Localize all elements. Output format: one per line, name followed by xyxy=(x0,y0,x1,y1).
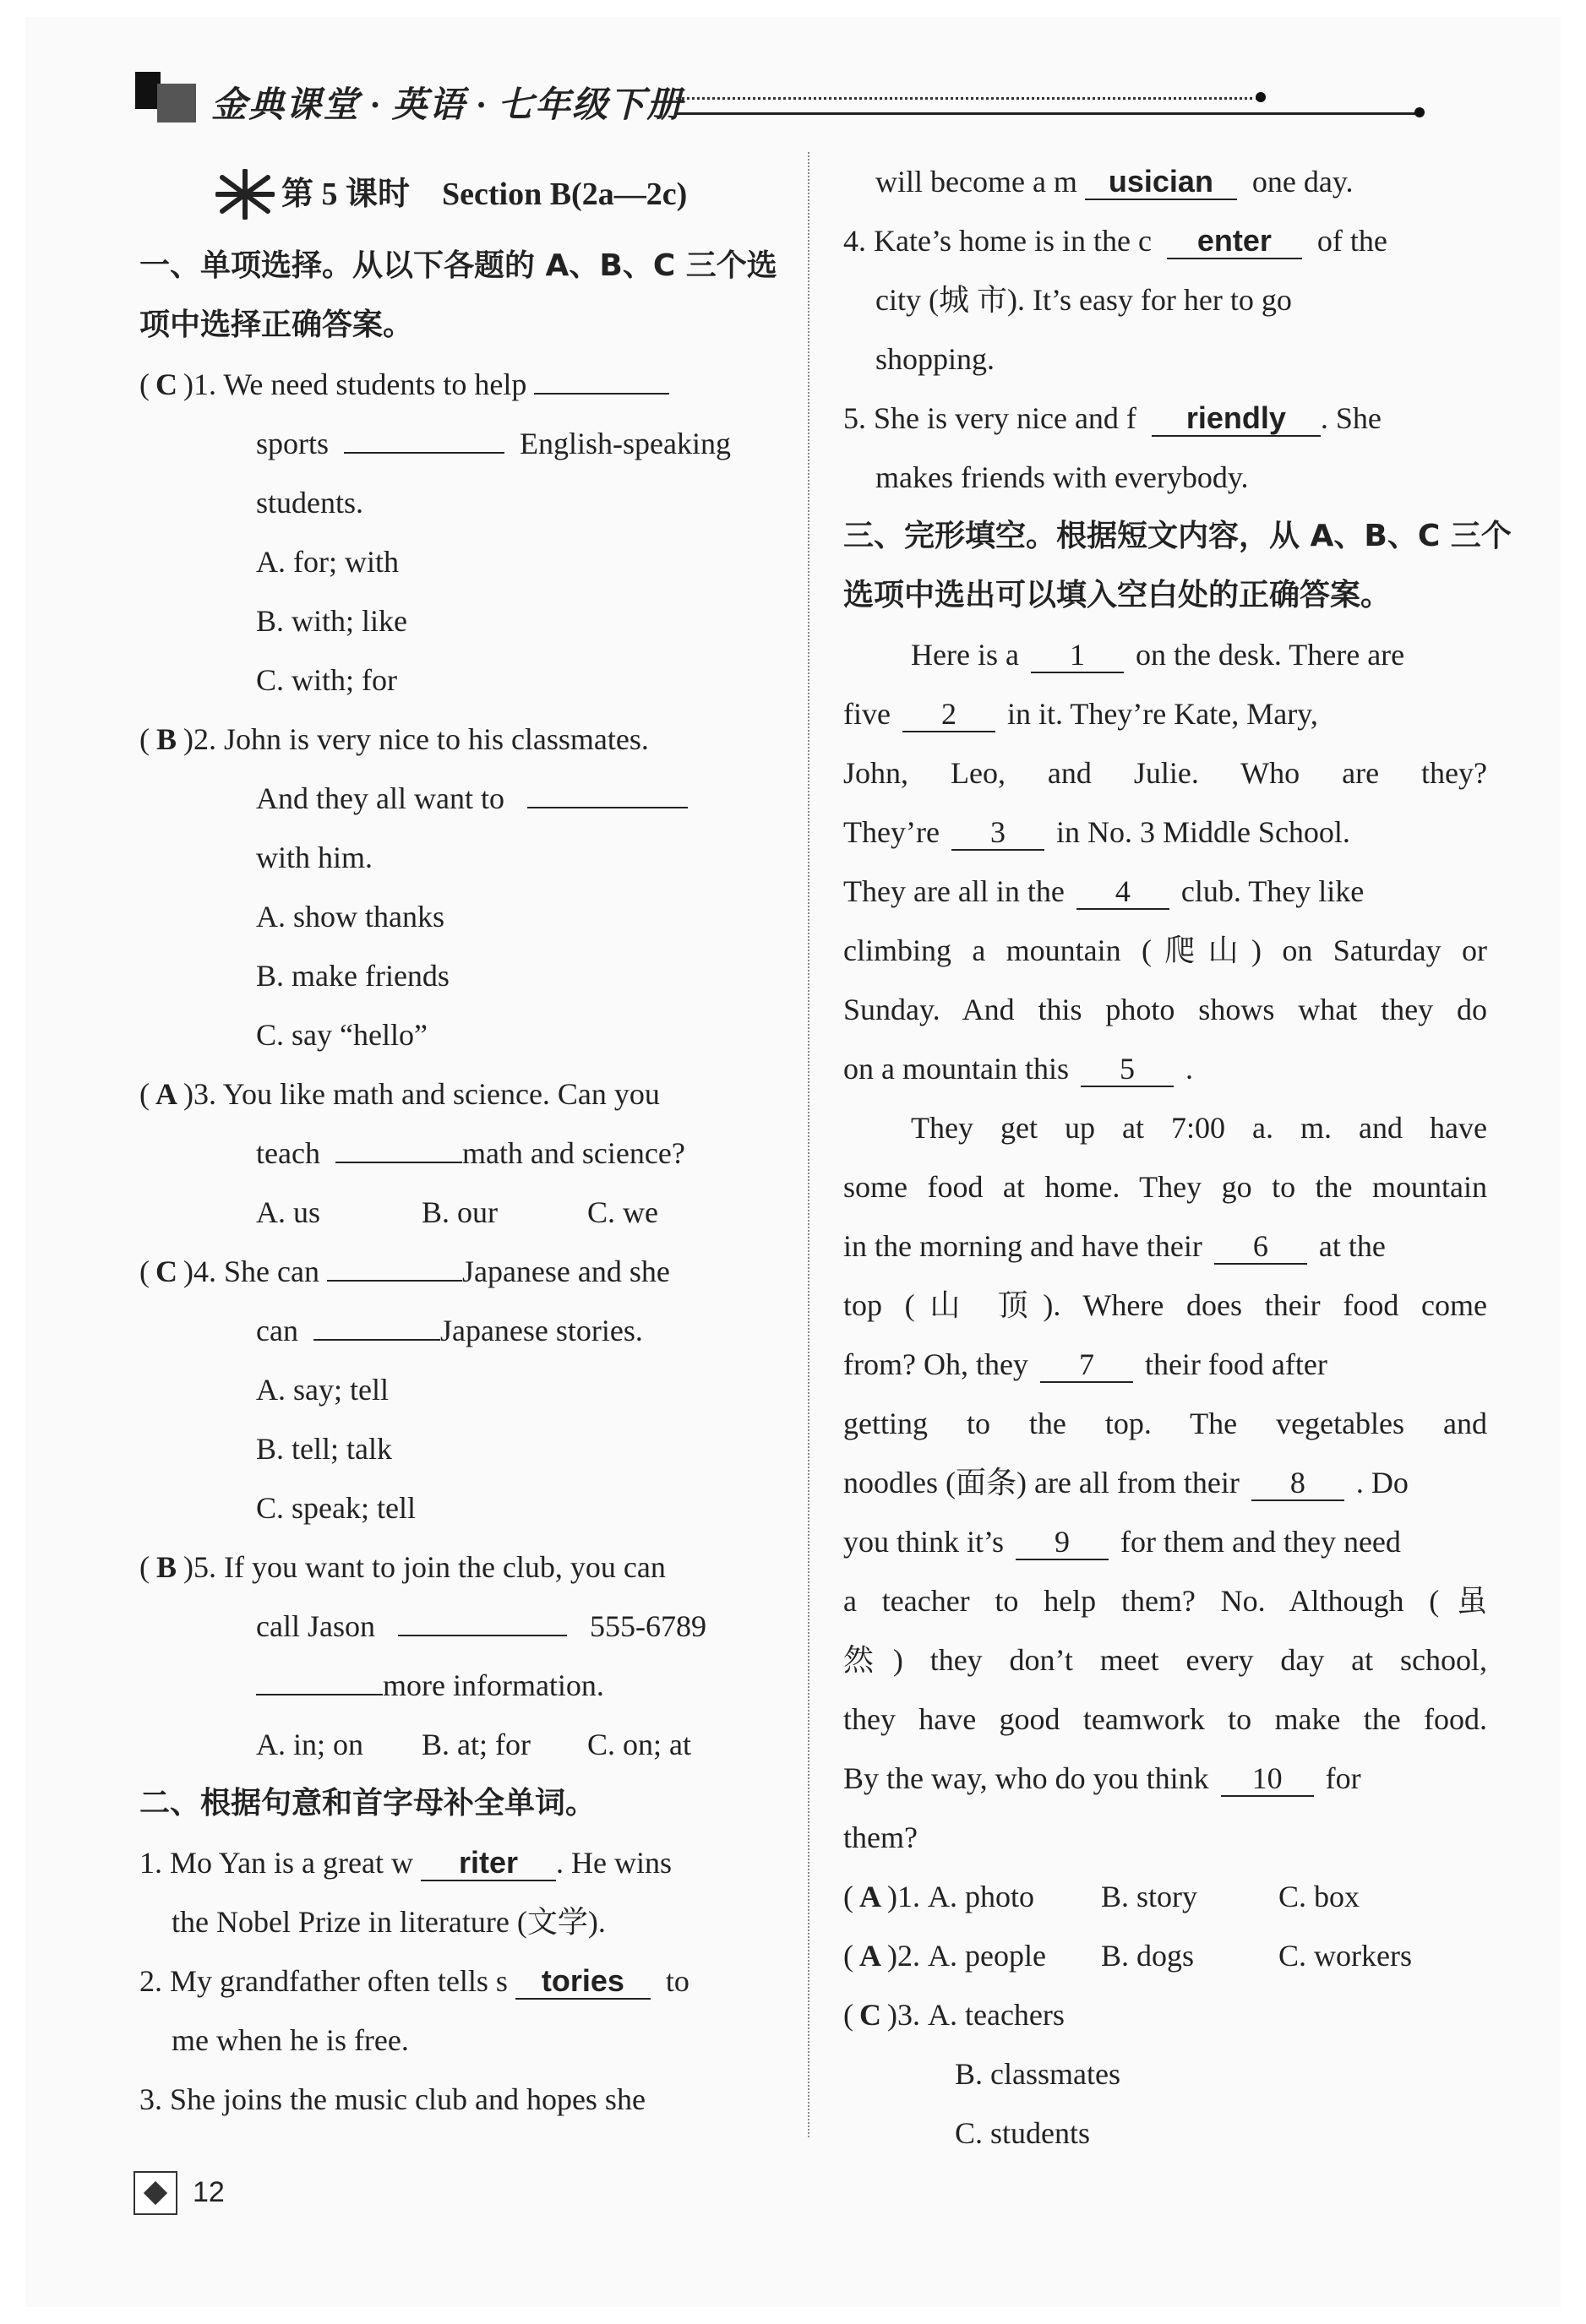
question-1-line2: sports English-speaking xyxy=(139,414,782,473)
answer-mark: A xyxy=(859,1939,881,1973)
question-1-line3: students. xyxy=(256,486,364,520)
filled-word: tories xyxy=(515,1964,651,2000)
answer-blank[interactable] xyxy=(256,1660,383,1695)
option-a: A. teachers xyxy=(928,1998,1065,2032)
passage-line: 然) they don’t meet every day at school, xyxy=(843,1643,1487,1677)
passage-line: They get up at 7:00 a. m. and have xyxy=(911,1111,1487,1145)
passage-line: some food at home. They go to the mountain xyxy=(843,1170,1487,1204)
option-b: B. our xyxy=(422,1195,498,1229)
option-c: C. with; for xyxy=(256,663,397,697)
passage-line: John, Leo, and Julie. Who are they? xyxy=(843,756,1487,790)
question-4-line2: can Japanese stories. xyxy=(139,1301,782,1360)
page-number: 12 xyxy=(193,2176,225,2208)
passage-line-with-blank: you think it’s 9 for them and they need xyxy=(843,1525,1401,1559)
section3-heading-line2: 选项中选出可以填入空白处的正确答案。 xyxy=(843,578,1392,612)
answer-blank[interactable] xyxy=(534,359,669,395)
section1-heading-line2: 项中选择正确答案。 xyxy=(139,308,414,342)
question-4: ( C )4. She can Japanese and she xyxy=(139,1242,782,1301)
passage-line: getting to the top. The vegetables and xyxy=(843,1407,1487,1440)
answer-mark: B xyxy=(155,722,177,756)
fill-question-5: 5. She is very nice and f riendly . She xyxy=(843,400,1382,435)
cloze-blank[interactable]: 7 xyxy=(1040,1347,1133,1383)
section1-heading-line1: 一、单项选择。从以下各题的 A、B、C 三个选 xyxy=(139,248,777,283)
question-3: ( A )3. You like math and science. Can you xyxy=(139,1064,782,1124)
question-5-options xyxy=(139,1715,782,1774)
column-divider xyxy=(808,152,809,2137)
question-5-line2: call Jason 555-6789 xyxy=(139,1597,782,1656)
answer-blank[interactable] xyxy=(344,418,504,454)
question-1: ( C )1. We need students to help xyxy=(139,355,782,414)
option-a: A. photo xyxy=(928,1880,1034,1913)
cloze-blank[interactable]: 9 xyxy=(1016,1525,1109,1560)
passage-paragraph-2 xyxy=(843,1098,1487,1867)
fill-question-1: 1. Mo Yan is a great w riter . He wins xyxy=(139,1845,672,1880)
question-2-line2: And they all want to xyxy=(139,769,782,828)
fill-question-5-line2: makes friends with everybody. xyxy=(875,460,1249,494)
passage-paragraph-1 xyxy=(843,625,1487,1098)
option-c: C. students xyxy=(955,2116,1091,2150)
fill-question-2: 2. My grandfather often tells s tories to xyxy=(139,1963,689,1998)
lesson-heading: 第 5 课时 Section B(2a—2c) xyxy=(281,177,688,212)
lesson-title xyxy=(139,152,782,237)
passage-line: them? xyxy=(843,1821,918,1854)
answer-mark: C xyxy=(859,1998,881,2032)
filled-word: riter xyxy=(421,1846,556,1881)
fill-question-4: 4. Kate’s home is in the c enter of the xyxy=(843,223,1387,258)
header-dot xyxy=(1414,107,1425,117)
question-3-options xyxy=(139,1183,782,1242)
passage-line-with-blank: from? Oh, they 7 their food after xyxy=(843,1347,1327,1381)
page-badge xyxy=(134,2171,177,2215)
fill-question-4-line3: shopping. xyxy=(875,342,995,376)
header-dotted-rule xyxy=(676,97,1259,100)
passage-line-with-blank: They are all in the 4 club. They like xyxy=(843,874,1365,908)
answer-mark: A xyxy=(859,1880,881,1913)
header-logo-block-gray xyxy=(157,84,196,122)
option-a: A. show thanks xyxy=(256,900,444,933)
cloze-blank[interactable]: 2 xyxy=(902,697,995,732)
answer-blank[interactable] xyxy=(327,1246,462,1282)
answer-blank[interactable] xyxy=(398,1601,567,1636)
option-a: A. us xyxy=(256,1195,321,1229)
option-b: B. make friends xyxy=(256,959,450,993)
cloze-blank[interactable]: 1 xyxy=(1031,638,1124,673)
option-a: A. for; with xyxy=(256,545,399,579)
fill-question-3-line2: will become a m usician one day. xyxy=(875,164,1354,199)
question-5: ( B )5. If you want to join the club, you can xyxy=(139,1538,782,1597)
star-burst-icon xyxy=(215,169,275,220)
header-solid-rule xyxy=(676,112,1420,115)
cloze-question-1: ( A )1. A. photo B. story C. box xyxy=(843,1867,1487,1926)
answer-blank[interactable] xyxy=(313,1305,440,1341)
passage-line-with-blank: noodles (面条) are all from their 8 . Do xyxy=(843,1466,1409,1499)
question-3-line2: teach math and science? xyxy=(139,1124,782,1183)
option-b: B. classmates xyxy=(955,2057,1120,2091)
cloze-blank[interactable]: 3 xyxy=(951,815,1044,851)
fill-question-3: 3. She joins the music club and hopes she xyxy=(139,2082,646,2116)
header-dot xyxy=(1256,92,1266,102)
passage-line-with-blank: five 2 in it. They’re Kate, Mary, xyxy=(843,697,1318,731)
cloze-blank[interactable]: 5 xyxy=(1081,1052,1174,1087)
cloze-blank[interactable]: 4 xyxy=(1076,874,1169,910)
option-a: A. say; tell xyxy=(256,1373,389,1407)
filled-word: enter xyxy=(1167,224,1302,259)
fill-question-4-line2: city (城 市). It’s easy for her to go xyxy=(875,283,1292,317)
cloze-blank[interactable]: 8 xyxy=(1251,1466,1344,1501)
passage-line: climbing a mountain (爬山) on Saturday or xyxy=(843,933,1487,967)
cloze-answers xyxy=(843,1867,1487,2163)
section3-heading-line1: 三、完形填空。根据短文内容，从 A、B、C 三个 xyxy=(843,519,1512,553)
option-b: B. tell; talk xyxy=(256,1432,392,1466)
passage-line-with-blank: They’re 3 in No. 3 Middle School. xyxy=(843,815,1350,849)
section2-heading: 二、根据句意和首字母补全单词。 xyxy=(139,1786,597,1821)
fill-question-1-line2: the Nobel Prize in literature (文学). xyxy=(172,1905,606,1939)
answer-mark: C xyxy=(155,367,177,401)
question-2-line3: with him. xyxy=(256,841,373,874)
option-a: A. people xyxy=(928,1939,1046,1973)
option-c: C. we xyxy=(587,1195,658,1229)
question-5-line3: more information. xyxy=(139,1656,782,1715)
fill-question-2-line2: me when he is free. xyxy=(172,2023,409,2057)
answer-mark: B xyxy=(155,1550,177,1584)
passage-line-with-blank: Here is a 1 on the desk. There are xyxy=(911,638,1405,672)
option-c: C. on; at xyxy=(587,1728,691,1761)
passage-line-with-blank: By the way, who do you think 10 for xyxy=(843,1761,1361,1795)
answer-blank[interactable] xyxy=(527,773,688,808)
running-header xyxy=(135,72,1420,131)
option-b: B. with; like xyxy=(256,604,407,638)
passage-line-with-blank: on a mountain this 5 . xyxy=(843,1052,1193,1086)
option-c: C. speak; tell xyxy=(256,1491,416,1525)
option-a: A. in; on xyxy=(256,1728,364,1761)
cloze-blank[interactable]: 6 xyxy=(1214,1229,1307,1265)
question-2: ( B )2. John is very nice to his classmates. xyxy=(139,710,782,769)
cloze-question-2: ( A )2. A. people B. dogs C. workers xyxy=(843,1926,1487,1985)
right-column xyxy=(843,152,1512,2163)
passage-line: a teacher to help them? No. Although (虽 xyxy=(843,1584,1487,1618)
book-title: 金典课堂 · 英语 · 七年级下册 xyxy=(211,86,684,125)
answer-mark: A xyxy=(155,1077,177,1111)
answer-blank[interactable] xyxy=(335,1128,462,1163)
cloze-question-3: ( C )3. A. teachers xyxy=(843,1985,1487,2044)
filled-word: riendly xyxy=(1152,401,1321,437)
passage-line: Sunday. And this photo shows what they do xyxy=(843,993,1487,1026)
passage-line: they have good teamwork to make the food. xyxy=(843,1702,1487,1736)
option-c: C. box xyxy=(1278,1880,1360,1913)
passage-line-with-blank: in the morning and have their 6 at the xyxy=(843,1229,1386,1263)
passage-line: top (山 顶). Where does their food come xyxy=(843,1288,1487,1322)
option-c: C. workers xyxy=(1278,1939,1412,1973)
option-b: B. story xyxy=(1101,1880,1198,1913)
cloze-blank[interactable]: 10 xyxy=(1221,1761,1314,1797)
answer-mark: C xyxy=(155,1255,177,1288)
left-column xyxy=(139,152,782,2129)
option-b: B. at; for xyxy=(422,1728,531,1761)
diamond-icon xyxy=(144,2181,167,2205)
option-b: B. dogs xyxy=(1101,1939,1195,1973)
option-c: C. say “hello” xyxy=(256,1018,428,1052)
filled-word: usician xyxy=(1085,165,1237,200)
